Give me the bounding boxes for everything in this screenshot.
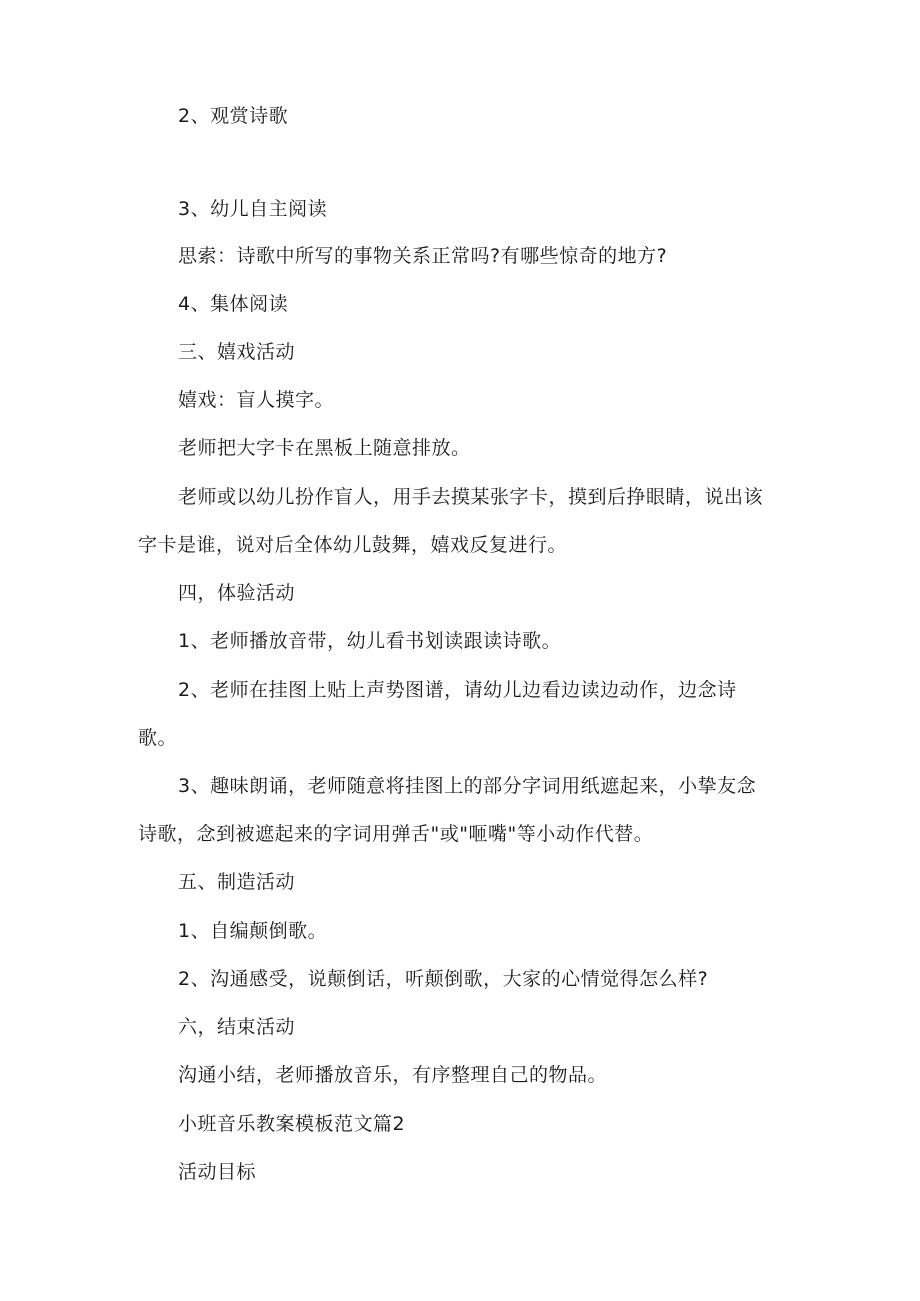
game-rules-line-1: 老师或以幼儿扮作盲人，用手去摸某张字卡，摸到后挣眼睛，说出该	[178, 486, 764, 508]
lesson-title-2: 小班音乐教案模板范文篇2	[178, 1113, 406, 1135]
item-group-reading: 4、集体阅读	[178, 293, 289, 315]
thinking-question: 思索：诗歌中所写的事物关系正常吗?有哪些惊奇的地方?	[178, 245, 668, 267]
section-heading-create: 五、制造活动	[178, 871, 296, 893]
item-appreciate-poem: 2、观赏诗歌	[178, 105, 289, 127]
activity-goals-heading: 活动目标	[178, 1161, 257, 1183]
create-step-2: 2、沟通感受，说颠倒话，听颠倒歌，大家的心情觉得怎么样?	[178, 968, 709, 990]
experience-step-2-line-2: 歌。	[138, 727, 178, 749]
game-rules-line-2: 字卡是谁，说对后全体幼儿鼓舞，嬉戏反复进行。	[138, 534, 568, 556]
section-heading-game: 三、嬉戏活动	[178, 341, 296, 363]
game-name: 嬉戏：盲人摸字。	[178, 389, 335, 411]
experience-step-1: 1、老师播放音带，幼儿看书划读跟读诗歌。	[178, 630, 562, 652]
end-summary: 沟通小结，老师播放音乐，有序整理自己的物品。	[178, 1064, 608, 1086]
create-step-1: 1、自编颠倒歌。	[178, 920, 328, 942]
section-heading-end: 六，结束活动	[178, 1016, 296, 1038]
item-self-reading: 3、幼儿自主阅读	[178, 198, 328, 220]
game-setup: 老师把大字卡在黑板上随意排放。	[178, 437, 471, 459]
experience-step-2-line-1: 2、老师在挂图上贴上声势图谱，请幼儿边看边读边动作，边念诗	[178, 679, 737, 701]
experience-step-3-line-2: 诗歌，念到被遮起来的字词用弹舌"或"咂嘴"等小动作代替。	[138, 823, 654, 845]
section-heading-experience: 四，体验活动	[178, 582, 296, 604]
experience-step-3-line-1: 3、趣味朗诵，老师随意将挂图上的部分字词用纸遮起来，小挚友念	[178, 775, 757, 797]
